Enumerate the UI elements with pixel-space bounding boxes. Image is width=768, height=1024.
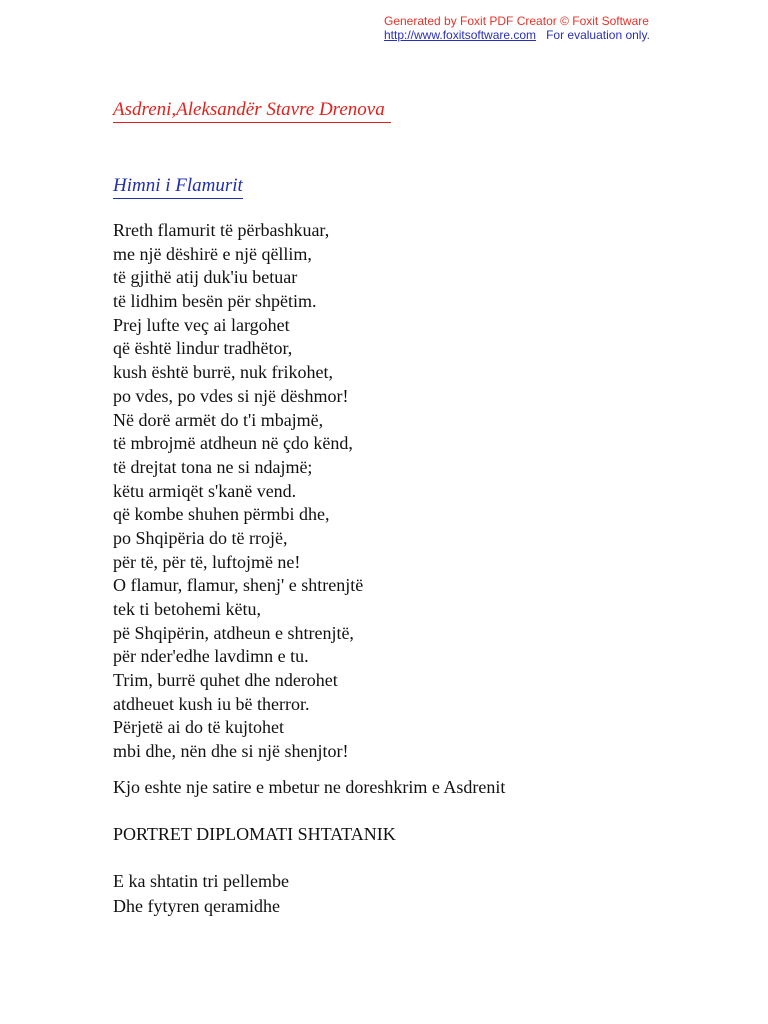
poem-line: të lidhim besën për shpëtim. xyxy=(113,291,317,312)
foxit-watermark xyxy=(384,14,650,42)
poem-line: Prej lufte veç ai largohet xyxy=(113,314,290,335)
author-heading[interactable]: Asdreni,Aleksandër Stavre Drenova xyxy=(113,98,391,123)
poem-line: për nder'edhe lavdimn e tu. xyxy=(113,646,309,667)
poem-line: mbi dhe, nën dhe si një shenjtor! xyxy=(113,741,349,762)
poem-line: pë Shqipërin, atdheun e shtrenjtë, xyxy=(113,622,354,643)
satire-note: Kjo eshte nje satire e mbetur ne doreshkrim e Asdrenit xyxy=(113,777,506,797)
poem-line: të mbrojmë atdheun në çdo kënd, xyxy=(113,433,353,454)
poem-body xyxy=(113,219,363,764)
poem-line: O flamur, flamur, shenj' e shtrenjtë xyxy=(113,575,364,596)
poem-line: Në dorë armët do t'i mbajmë, xyxy=(113,409,324,430)
poem-line: këtu armiqët s'kanë vend. xyxy=(113,480,297,501)
poem-line: atdheuet kush iu bë therror. xyxy=(113,693,310,714)
poem-line: që është lindur tradhëtor, xyxy=(113,338,293,359)
poem-line: të gjithë atij duk'iu betuar xyxy=(113,267,298,288)
watermark-url-line xyxy=(384,28,650,42)
poem-line: Rreth flamurit të përbashkuar, xyxy=(113,220,330,240)
poem-line: që kombe shuhen përmbi dhe, xyxy=(113,504,330,525)
poem-line: Trim, burrë quhet dhe nderohet xyxy=(113,670,338,691)
watermark-evaluation-text: For evaluation only. xyxy=(546,28,650,42)
poem-line: kush është burrë, nuk frikohet, xyxy=(113,362,333,383)
poem-line: me një dëshirë e një qëllim, xyxy=(113,243,312,264)
verse-line: E ka shtatin tri pellembe xyxy=(113,871,289,891)
poem-line: po Shqipëria do të rrojë, xyxy=(113,527,288,548)
verse-line: Dhe fytyren qeramidhe xyxy=(113,895,280,916)
poem-line: po vdes, po vdes si një dëshmor! xyxy=(113,385,349,406)
poem-line: Përjetë ai do të kujtohet xyxy=(113,717,284,738)
poem-line: për të, për të, luftojmë ne! xyxy=(113,551,301,572)
watermark-url-link[interactable]: http://www.foxitsoftware.com xyxy=(384,28,537,42)
poem-title[interactable]: Himni i Flamurit xyxy=(113,174,243,199)
section-heading-portret: PORTRET DIPLOMATI SHTATANIK xyxy=(113,824,396,844)
poem-line: të drejtat tona ne si ndajmë; xyxy=(113,456,313,477)
poem-line: tek ti betohemi këtu, xyxy=(113,599,261,619)
section-verse xyxy=(113,869,289,918)
watermark-generator-text: Generated by Foxit PDF Creator © Foxit Software xyxy=(384,14,649,28)
